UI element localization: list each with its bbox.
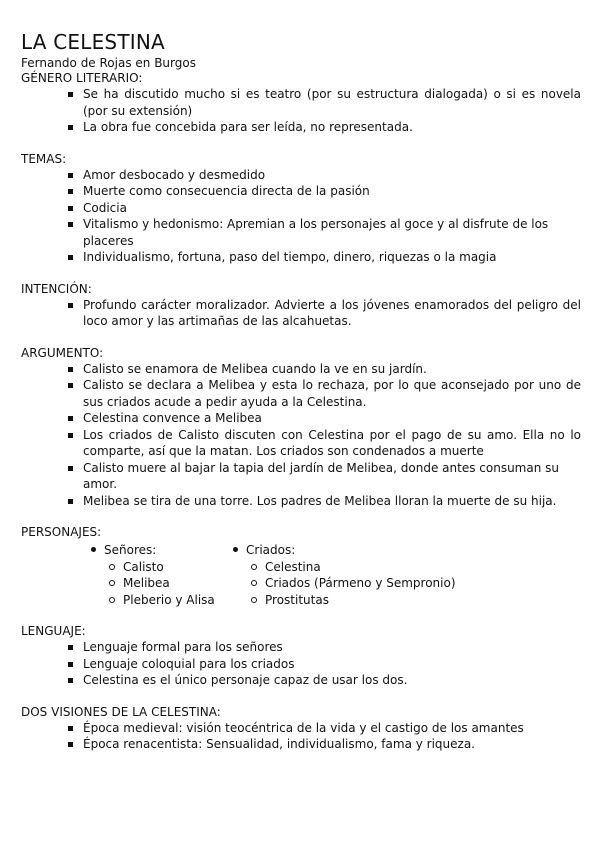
list-item: Lenguaje formal para los señores: [68, 639, 581, 656]
visiones-list: [21, 720, 581, 753]
page-title: LA CELESTINA: [21, 30, 165, 54]
list-item: Pleberio y Alisa: [109, 592, 215, 609]
list-item: Melibea: [109, 575, 215, 592]
section-argumento: [21, 346, 581, 510]
list-item: Los criados de Calisto discuten con Celestina por el pago de su amo. Ella no lo comparte, así que la matan. Los criados son condenados a muerte: [68, 427, 581, 460]
senores-label: Señores:: [90, 542, 215, 559]
list-item: Muerte como consecuencia directa de la pasión: [68, 183, 581, 200]
list-item: Vitalismo y hedonismo: Apremian a los personajes al goce y al disfrute de los placeres: [68, 216, 581, 249]
lenguaje-list: [21, 639, 581, 689]
list-item: Se ha discutido mucho si es teatro (por su estructura dialogada) o si es novela (por su extensión): [68, 86, 581, 119]
page-subtitle: Fernando de Rojas en Burgos: [21, 56, 196, 70]
temas-list: [21, 167, 581, 266]
section-lenguaje: [21, 624, 581, 689]
intencion-list: [21, 297, 581, 330]
senores-column: [90, 542, 215, 608]
list-item: Calisto muere al bajar la tapia del jardín de Melibea, donde antes consuman su amor.: [68, 460, 581, 493]
list-item: Celestina convence a Melibea: [68, 410, 581, 427]
section-heading-temas: TEMAS:: [21, 151, 67, 166]
list-item: Amor desbocado y desmedido: [68, 167, 581, 184]
personajes-columns: [21, 540, 581, 624]
list-item: Calisto se enamora de Melibea cuando la ve en su jardín.: [68, 361, 581, 378]
criados-label: Criados:: [232, 542, 456, 559]
list-item: Criados (Pármeno y Sempronio): [251, 575, 456, 592]
criados-column: [232, 542, 456, 608]
section-heading-genero: GÉNERO LITERARIO:: [21, 71, 143, 85]
list-item: Celestina: [251, 559, 456, 576]
list-item: Calisto: [109, 559, 215, 576]
section-intencion: [21, 282, 581, 330]
section-temas: [21, 152, 581, 266]
list-item: Celestina es el único personaje capaz de usar los dos.: [68, 672, 581, 689]
section-personajes: [21, 525, 581, 624]
section-heading-visiones: DOS VISIONES DE LA CELESTINA:: [21, 704, 221, 719]
list-item: Época renacentista: Sensualidad, individualismo, fama y riqueza.: [68, 736, 581, 753]
list-item: Calisto se declara a Melibea y esta lo rechaza, por lo que aconsejado por uno de sus criados acude a pedir ayuda a la Celestina.: [68, 377, 581, 410]
section-heading-argumento: ARGUMENTO:: [21, 345, 104, 360]
section-genero: [21, 71, 581, 136]
document-page: [21, 30, 581, 753]
list-item: Época medieval: visión teocéntrica de la vida y el castigo de los amantes: [68, 720, 581, 737]
list-item: Melibea se tira de una torre. Los padres de Melibea lloran la muerte de su hija.: [68, 493, 581, 510]
list-item: Prostitutas: [251, 592, 456, 609]
list-item: Lenguaje coloquial para los criados: [68, 656, 581, 673]
argumento-list: [21, 361, 581, 510]
list-item: Individualismo, fortuna, paso del tiempo, dinero, riquezas o la magia: [68, 249, 581, 266]
section-heading-lenguaje: LENGUAJE:: [21, 624, 86, 638]
genero-list: [21, 86, 581, 136]
section-heading-personajes: PERSONAJES:: [21, 525, 102, 539]
criados-list: [232, 559, 456, 609]
section-heading-intencion: INTENCIÓN:: [21, 281, 92, 296]
section-visiones: [21, 705, 581, 753]
senores-list: [90, 559, 215, 609]
list-item: Codicia: [68, 200, 581, 217]
list-item: Profundo carácter moralizador. Advierte a los jóvenes enamorados del peligro del loco amor y las artimañas de las alcahuetas.: [68, 297, 581, 330]
list-item: La obra fue concebida para ser leída, no representada.: [68, 119, 581, 136]
